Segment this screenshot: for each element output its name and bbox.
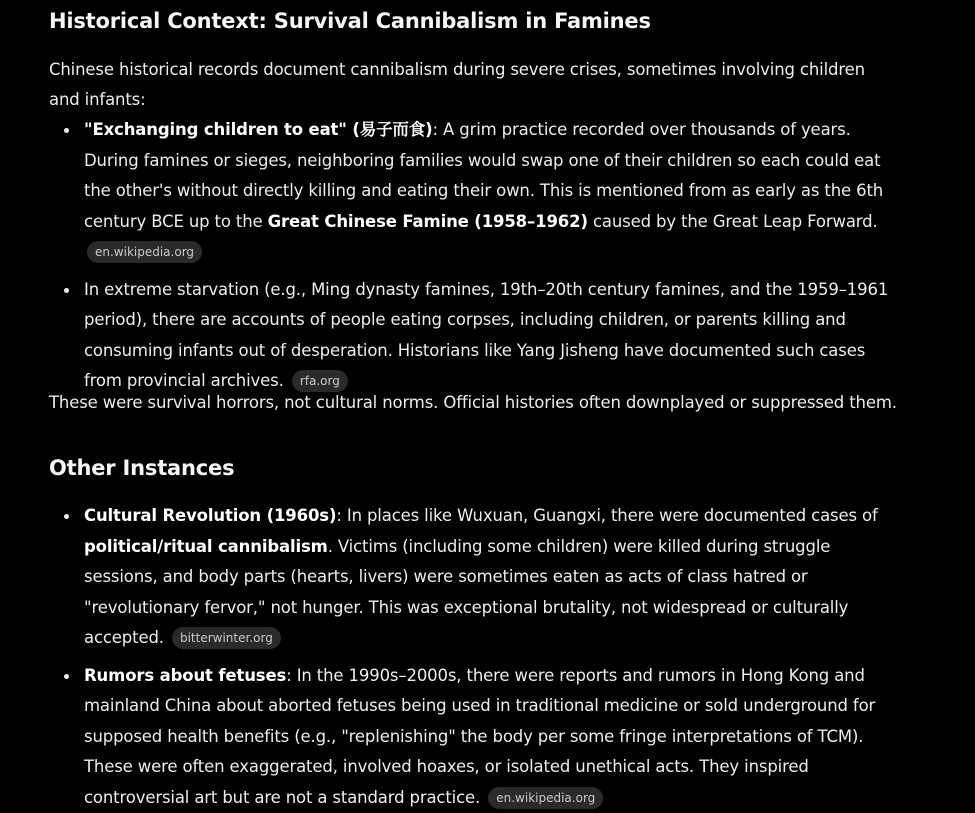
section-heading-historical-context: Historical Context: Survival Cannibalism in Famines <box>49 9 651 33</box>
item-text: In extreme starvation (e.g., Ming dynasty famines, 19th–20th century famines, and the 1959–1961 period), there are accounts of people eating corpses, including children, or parents killing and consuming infants out of desperation. Historians like Yang Jisheng have documented such cases from provincial archives. <box>84 280 888 391</box>
bullet-icon <box>64 514 69 519</box>
term-political-cannibalism: political/ritual cannibalism <box>84 537 328 556</box>
item-text: : In the 1990s–2000s, there were reports and rumors in Hong Kong and mainland China about aborted fetuses being used in traditional medicine or sold underground for supposed health benefits (e.g., "replenishing" the body per some fringe interpretations of TCM). These were often exaggerated, involved hoaxes, or isolated unethical acts. They inspired controversial art but are not a standard practice. <box>84 666 875 807</box>
list-item <box>49 661 899 813</box>
item-text: caused by the Great Leap Forward. <box>588 212 878 231</box>
source-chip-rfa[interactable]: rfa.org <box>292 370 348 392</box>
closing-paragraph: These were survival horrors, not cultural norms. Official histories often downplayed or suppressed them. <box>49 388 899 418</box>
intro-paragraph: Chinese historical records document cannibalism during severe crises, sometimes involving children and infants: <box>49 55 899 115</box>
list-item <box>49 501 899 654</box>
term-rumors-fetuses: Rumors about fetuses <box>84 666 286 685</box>
item-text: . Victims (including some children) were killed during struggle sessions, and body parts (hearts, livers) were sometimes eaten as acts of class hatred or "revolutionary fervor," not hunger. This was exceptional brutality, not widespread or culturally accepted. <box>84 537 848 648</box>
bullet-icon <box>64 674 69 679</box>
historical-list <box>49 115 899 397</box>
term-exchanging-children: "Exchanging children to eat" (易子而食) <box>84 120 433 139</box>
section-heading-other-instances: Other Instances <box>49 456 234 480</box>
source-chip-bitterwinter[interactable]: bitterwinter.org <box>172 627 281 649</box>
bullet-icon <box>64 288 69 293</box>
source-chip-wikipedia[interactable]: en.wikipedia.org <box>87 241 202 263</box>
other-instances-list <box>49 501 899 813</box>
list-item <box>49 115 899 268</box>
bullet-icon <box>64 128 69 133</box>
item-text: : A grim practice recorded over thousands of years. During famines or sieges, neighboring families would swap one of their children so each could eat the other's without directly killing and eating their own. This is mentioned from as early as the 6th century BCE up to the <box>84 120 883 231</box>
list-item <box>49 275 899 397</box>
term-cultural-revolution: Cultural Revolution (1960s) <box>84 506 336 525</box>
term-great-famine: Great Chinese Famine (1958–1962) <box>268 212 588 231</box>
source-chip-wikipedia[interactable]: en.wikipedia.org <box>488 787 603 809</box>
item-text: : In places like Wuxuan, Guangxi, there were documented cases of <box>336 506 877 525</box>
